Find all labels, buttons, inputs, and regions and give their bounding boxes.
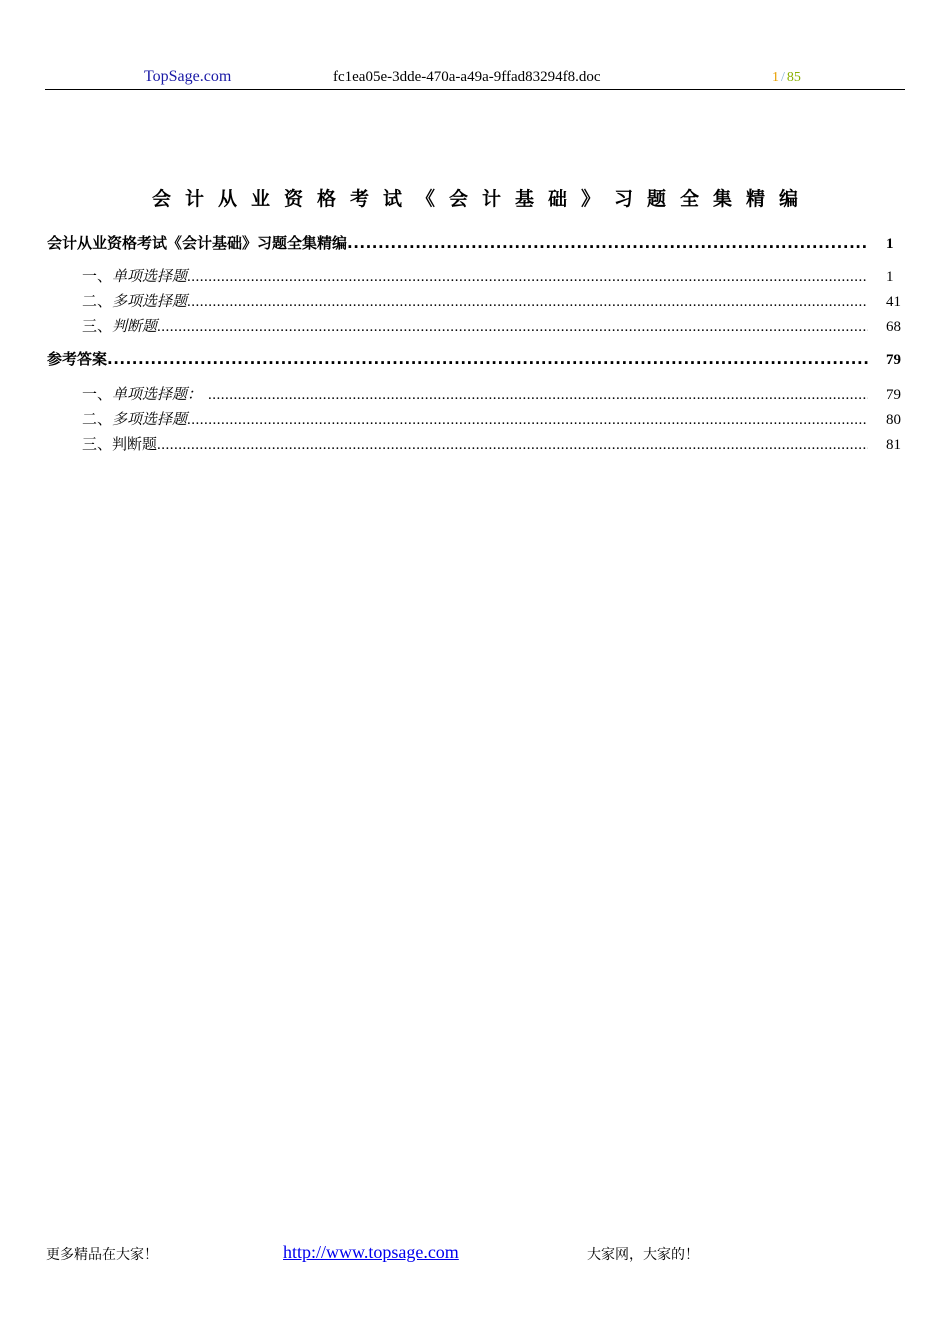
toc-entry[interactable] [47,232,902,257]
toc-entry-label: 判断题 [112,319,158,335]
page-header [45,66,905,90]
page-total: 85 [786,70,801,85]
toc-leader-dots [187,412,868,429]
toc-entry-page: 68 [886,319,901,335]
footer-right-text: 大家网，大家的！ [587,1247,699,1263]
toc-entry-number: 一、 [82,387,113,403]
page-separator: / [781,70,785,85]
page-current: 1 [772,70,779,85]
toc-entry-number: 二、 [82,412,113,428]
toc-entry[interactable] [47,290,902,315]
toc-entry-page: 41 [886,294,901,310]
toc-entry-number: 二、 [82,294,113,310]
toc-leader-dots [347,234,868,252]
toc-entry-label: 单项选择题： [112,387,203,403]
toc-entry-number: 三、 [82,319,113,335]
header-site-name[interactable]: TopSage.com [144,68,232,85]
toc-leader-dots [187,294,868,311]
footer-link[interactable]: http://www.topsage.com [283,1242,459,1262]
toc-entry-page: 79 [886,387,901,403]
toc-entry-number: 三、 [82,437,113,453]
toc-entry-label: 判断题 [112,437,158,453]
document-title: 会计从业资格考试《会计基础》习题全集精编 [151,188,812,210]
toc-entry-label: 单项选择题 [112,269,188,285]
table-of-contents [47,232,902,458]
toc-entry-label: 会计从业资格考试《会计基础》习题全集精编 [47,234,348,252]
header-file-name: fc1ea05e-3dde-470a-a49a-9ffad83294f8.doc [333,69,601,85]
toc-entry[interactable] [47,383,902,408]
toc-leader-dots [157,319,868,336]
toc-entry[interactable] [47,433,902,458]
toc-entry[interactable] [47,348,902,373]
toc-entry-page: 1 [886,236,894,252]
toc-entry-page: 1 [886,269,894,285]
toc-entry-label: 多项选择题 [112,412,188,428]
header-page-indicator [772,70,801,86]
toc-entry[interactable] [47,265,902,290]
toc-leader-dots [187,269,868,286]
toc-entry-page: 81 [886,437,901,453]
page-footer [46,1242,906,1266]
toc-leader-dots [208,387,868,404]
toc-leader-dots [157,437,868,454]
toc-entry[interactable] [47,408,902,433]
toc-entry-label: 参考答案 [47,350,108,368]
toc-entry-page: 79 [886,352,901,368]
toc-entry-label: 多项选择题 [112,294,188,310]
footer-left-text: 更多精品在大家！ [46,1247,158,1263]
toc-entry-number: 一、 [82,269,113,285]
toc-leader-dots [107,350,868,368]
toc-entry[interactable] [47,315,902,340]
toc-entry-page: 80 [886,412,901,428]
